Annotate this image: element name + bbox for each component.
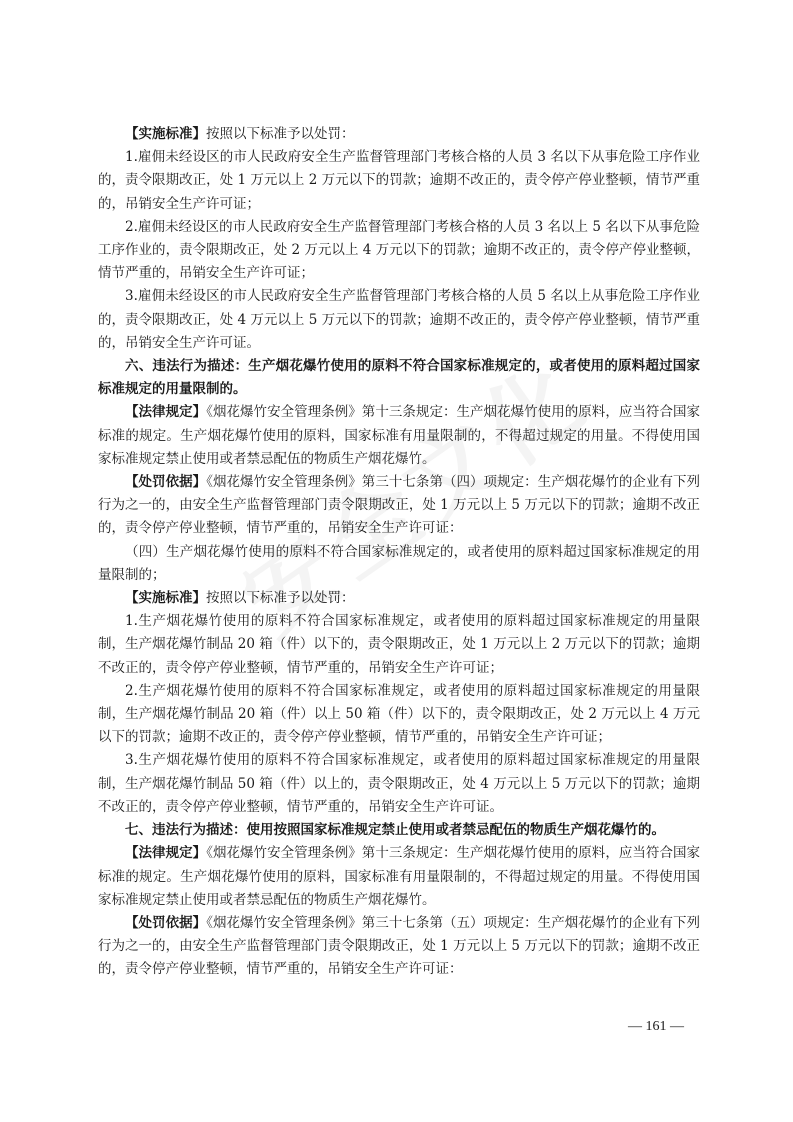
paragraph	[98, 912, 700, 982]
paragraph-lead-label: 【处罚依据】	[125, 914, 207, 931]
paragraph-text: 按照以下标准予以处罚：	[206, 590, 355, 607]
paragraph-text: 3.雇佣未经设区的市人民政府安全生产监督管理部门考核合格的人员 5 名以上从事危险工序作业的，责令限期改正，处 4 万元以上 5 万元以下的罚款；逾期不改正的，责令停产停业整顿，情节严重的，吊销安全生产许可证。	[98, 288, 700, 351]
paragraph	[98, 401, 700, 471]
paragraph	[98, 123, 700, 146]
paragraph	[98, 216, 700, 286]
paragraph-text: （四）生产烟花爆竹使用的原料不符合国家标准规定的，或者使用的原料超过国家标准规定的用量限制的；	[98, 543, 700, 583]
section-heading: 七、违法行为描述：使用按照国家标准规定禁止使用或者禁忌配伍的物质生产烟花爆竹的。	[125, 822, 665, 839]
paragraph-lead-label: 【法律规定】	[125, 845, 207, 862]
paragraph-text: 2.雇佣未经设区的市人民政府安全生产监督管理部门考核合格的人员 3 名以上 5 名以下从事危险工序作业的，责令限期改正，处 2 万元以上 4 万元以下的罚款；逾期不改正的，责令停产停业整顿，情节严重的，吊销安全生产许可证；	[98, 218, 700, 282]
paragraph-text: 1.雇佣未经设区的市人民政府安全生产监督管理部门考核合格的人员 3 名以下从事危险工序作业的，责令限期改正，处 1 万元以上 2 万元以下的罚款；逾期不改正的，责令停产停业整顿，情节严重的，吊销安全生产许可证；	[98, 149, 700, 212]
paragraph-lead-label: 【法律规定】	[125, 404, 207, 421]
paragraph	[98, 587, 700, 610]
section-heading: 六、违法行为描述：生产烟花爆竹使用的原料不符合国家标准规定的，或者使用的原料超过国家标准规定的用量限制的。	[98, 358, 700, 398]
paragraph-lead-label: 【处罚依据】	[125, 474, 207, 491]
paragraph	[98, 842, 700, 912]
paragraph	[98, 471, 700, 541]
page-number: — 161 —	[628, 1019, 684, 1034]
paragraph	[98, 749, 700, 819]
paragraph-text: 2.生产烟花爆竹使用的原料不符合国家标准规定，或者使用的原料超过国家标准规定的用量限制，生产烟花爆竹制品 20 箱（件）以上 50 箱（件）以下的，责令限期改正，处 2 万元以上 4 万元以下的罚款；逾期不改正的，责令停产停业整顿，情节严重的，吊销安全生产许可证；	[98, 682, 700, 746]
paragraph-text: 3.生产烟花爆竹使用的原料不符合国家标准规定，或者使用的原料超过国家标准规定的用量限制，生产烟花爆竹制品 50 箱（件）以上的，责令限期改正，处 4 万元以上 5 万元以下的罚款；逾期不改正的，责令停产停业整顿，情节严重的，吊销安全生产许可证。	[98, 752, 700, 815]
paragraph-text: 《烟花爆竹安全管理条例》第十三条规定：生产烟花爆竹使用的原料，应当符合国家标准的规定。生产烟花爆竹使用的原料，国家标准有用量限制的，不得超过规定的用量。不得使用国家标准规定禁止使用或者禁忌配伍的物质生产烟花爆竹。	[98, 404, 701, 467]
paragraph	[98, 541, 700, 587]
paragraph-text: 《烟花爆竹安全管理条例》第三十七条第（五）项规定：生产烟花爆竹的企业有下列行为之一的，由安全生产监督管理部门责令限期改正，处 1 万元以上 5 万元以下的罚款；逾期不改正的，责令停产停业整顿，情节严重的，吊销安全生产许可证：	[98, 914, 701, 978]
paragraph-text: 《烟花爆竹安全管理条例》第三十七条第（四）项规定：生产烟花爆竹的企业有下列行为之一的，由安全生产监督管理部门责令限期改正，处 1 万元以上 5 万元以下的罚款；逾期不改正的，责令停产停业整顿，情节严重的，吊销安全生产许可证：	[98, 474, 701, 537]
paragraph	[98, 285, 700, 355]
document-body	[98, 123, 700, 982]
paragraph-text: 《烟花爆竹安全管理条例》第十三条规定：生产烟花爆竹使用的原料，应当符合国家标准的规定。生产烟花爆竹使用的原料，国家标准有用量限制的，不得超过规定的用量。不得使用国家标准规定禁止使用或者禁忌配伍的物质生产烟花爆竹。	[98, 845, 701, 908]
paragraph	[98, 610, 700, 680]
paragraph	[98, 680, 700, 750]
paragraph-text: 1.生产烟花爆竹使用的原料不符合国家标准规定，或者使用的原料超过国家标准规定的用量限制，生产烟花爆竹制品 20 箱（件）以下的，责令限期改正，处 1 万元以上 2 万元以下的罚款；逾期不改正的，责令停产停业整顿，情节严重的，吊销安全生产许可证；	[98, 613, 700, 676]
paragraph-lead-label: 【实施标准】	[125, 126, 206, 142]
paragraph-lead-label: 【实施标准】	[125, 590, 206, 607]
paragraph-text: 按照以下标准予以处罚：	[206, 126, 355, 142]
paragraph	[98, 146, 700, 216]
